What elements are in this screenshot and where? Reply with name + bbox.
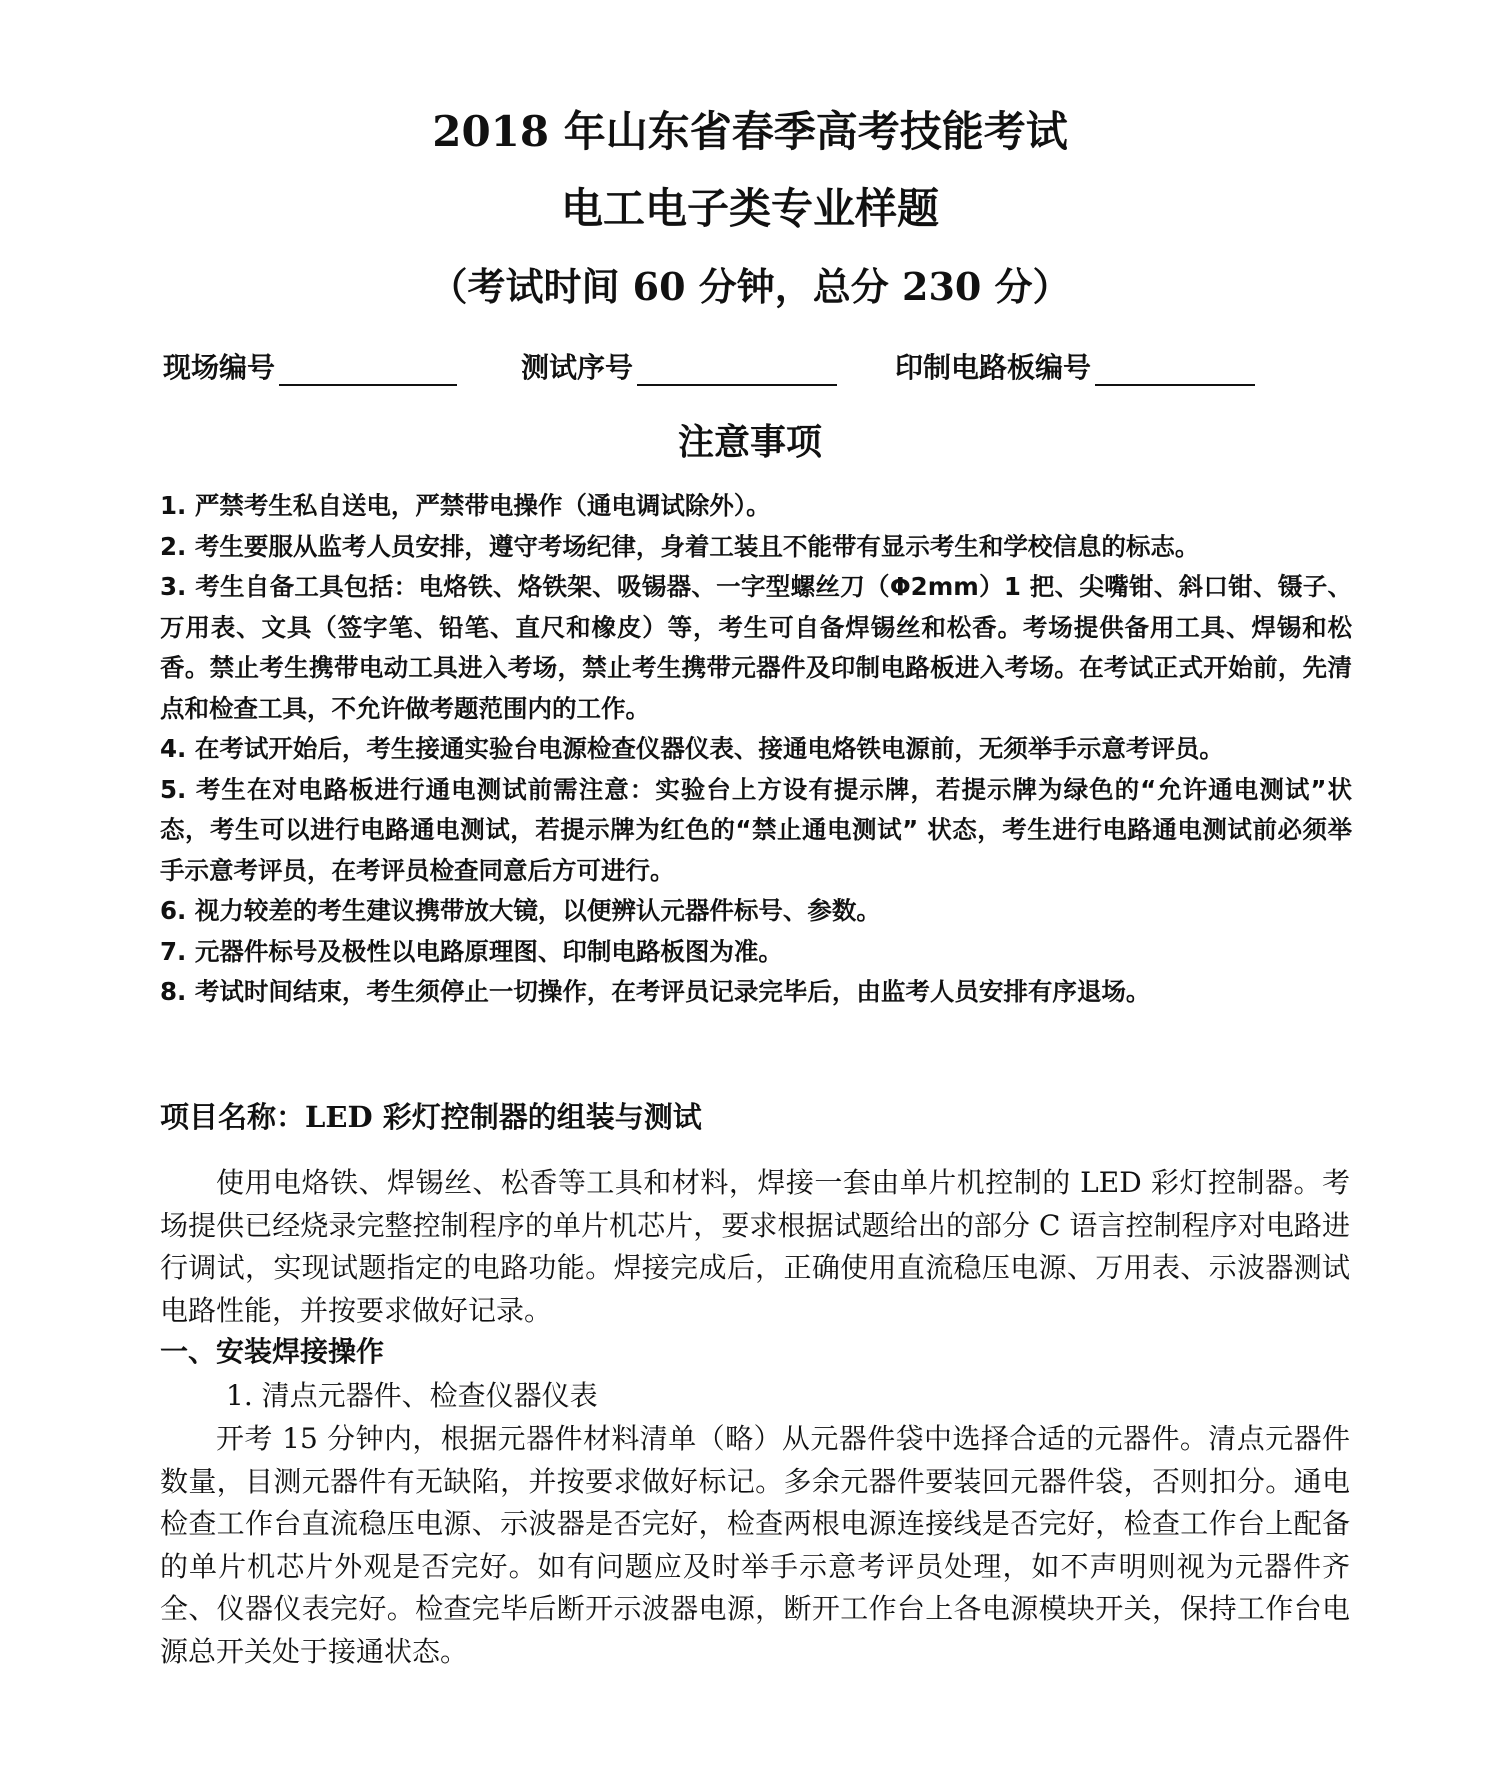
notice-item: 2. 考生要服从监考人员安排，遵守考场纪律，身着工装且不能带有显示考生和学校信息的标志。 [160, 531, 1200, 561]
site-number-field [163, 346, 457, 386]
pcb-number-blank [1095, 350, 1255, 386]
notice-item: 1. 严禁考生私自送电，严禁带电操作（通电调试除外）。 [160, 491, 771, 520]
project-title: 项目名称：LED 彩灯控制器的组装与测试 [160, 1100, 702, 1134]
section-body: 开考 15 分钟内，根据元器件材料清单（略）从元器件袋中选择合适的元器件。清点元器件数量，目测元器件有无缺陷，并按要求做好标记。多余元器件要装回元器件袋，否则扣分。通电检查工作台直流稳压电源、示波器是否完好，检查两根电源连接线是否完好，检查工作台上配备的单片机芯片外观是否完好。如有问题应及时举手示意考评员处理，如不声明则视为元器件齐全、仪器仪表完好。检查完毕后断开示波器电源，断开工作台上各电源模块开关，保持工作台电源总开关处于接通状态。 [160, 1422, 1350, 1668]
subsection-heading: 1. 清点元器件、检查仪器仪表 [226, 1379, 598, 1412]
project-intro: 使用电烙铁、焊锡丝、松香等工具和材料，焊接一套由单片机控制的 LED 彩灯控制器。考场提供已经烧录完整控制程序的单片机芯片，要求根据试题给出的部分 C 语言控制程序对电路进行调试，实现试题指定的电路功能。焊接完成后，正确使用直流稳压电源、万用表、示波器测试电路性能，并按要求做好记录。 [160, 1166, 1350, 1327]
notice-list [160, 486, 1352, 1013]
notice-item: 5. 考生在对电路板进行通电测试前需注意：实验台上方设有提示牌，若提示牌为绿色的“允许通电测试”状态，考生可以进行电路通电测试，若提示牌为红色的“禁止通电测试” 状态，考生进行电路通电测试前必须举手示意考评员，在考评员检查同意后方可进行。 [160, 774, 1352, 885]
site-number-blank [279, 350, 457, 386]
pcb-number-field [895, 346, 1255, 386]
site-number-label: 现场编号 [163, 351, 276, 384]
test-number-label: 测试序号 [521, 351, 634, 384]
notice-item: 6. 视力较差的考生建议携带放大镜，以便辨认元器件标号、参数。 [160, 896, 881, 925]
notice-title: 注意事项 [677, 421, 822, 463]
candidate-fields [163, 346, 1363, 392]
test-number-blank [637, 350, 837, 386]
test-number-field [521, 346, 837, 386]
notice-item: 8. 考试时间结束，考生须停止一切操作，在考评员记录完毕后，由监考人员安排有序退场。 [160, 977, 1151, 1006]
exam-title: 2018 年山东省春季高考技能考试 [432, 107, 1068, 156]
notice-item: 7. 元器件标号及极性以电路原理图、印制电路板图为准。 [160, 936, 783, 966]
exam-subtitle: 电工电子类专业样题 [560, 184, 939, 233]
notice-item: 3. 考生自备工具包括：电烙铁、烙铁架、吸锡器、一字型螺丝刀（Φ2mm）1 把、尖嘴钳、斜口钳、镊子、万用表、文具（签字笔、铅笔、直尺和橡皮）等，考生可自备焊锡丝和松香。考场提供备用工具、焊锡和松香。禁止考生携带电动工具进入考场，禁止考生携带元器件及印制电路板进入考场。在考试正式开始前，先清点和检查工具，不允许做考题范围内的工作。 [160, 572, 1352, 723]
pcb-number-label: 印制电路板编号 [895, 351, 1092, 384]
section-heading: 一、安装焊接操作 [160, 1335, 385, 1368]
exam-duration: （考试时间 60 分钟，总分 230 分） [429, 264, 1071, 309]
notice-item: 4. 在考试开始后，考生接通实验台电源检查仪器仪表、接通电烙铁电源前，无须举手示意考评员。 [160, 734, 1224, 763]
